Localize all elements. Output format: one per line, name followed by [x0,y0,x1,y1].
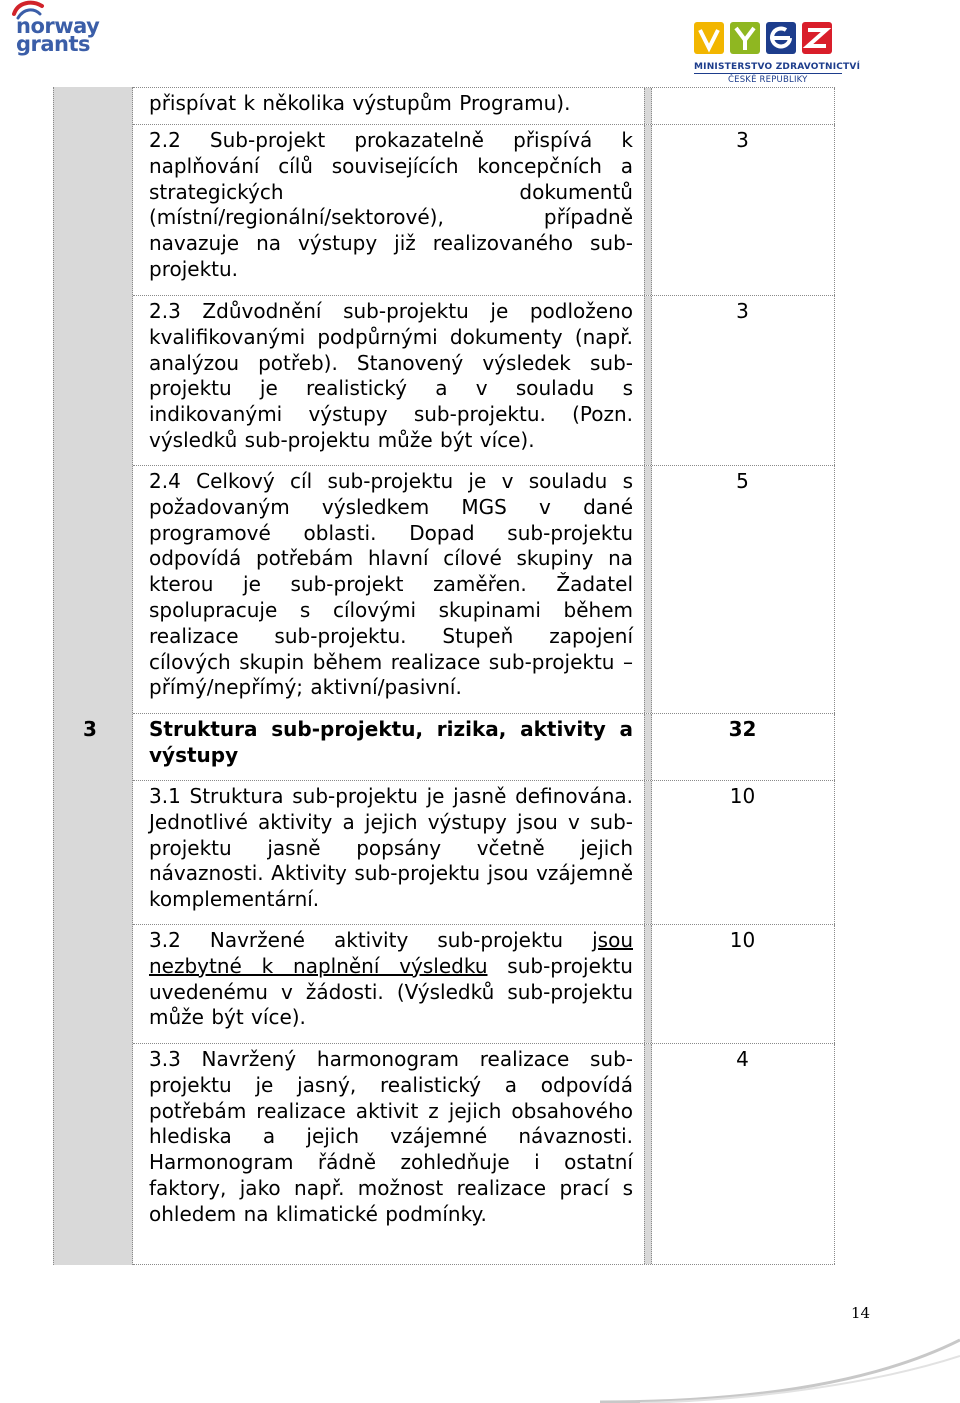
section-heading-row [133,713,835,780]
logo-red-tile-icon [802,22,832,54]
criterion-score: 4 [736,1047,749,1071]
logo-blue-tile-icon [766,22,796,54]
logo-word-norway: norway [16,14,100,38]
criterion-text-underlined: jsou nezbytné k naplnění výsledku [149,928,633,978]
criterion-text: přispívat k několika výstupům Programu). [149,91,571,115]
ministry-logo [692,20,861,88]
table-row [133,295,835,465]
table-row [133,924,835,1043]
logo-yellow-tile-icon [694,22,724,54]
criterion-score: 10 [729,784,756,808]
criterion-score: 5 [736,469,749,493]
section-number-column [53,87,133,1265]
criterion-text: 2.3 Zdůvodnění sub-projektu je podloženo kvalifikovanými podpůrnými dokumenty (např. analýzou potřeb). Stanovený výsledek sub-projektu je realistický a v souladu s indikovanými výstupy sub-projektu. (Pozn. výsledků sub-projektu může být více). [149,299,633,452]
criterion-text: 3.1 Struktura sub-projektu je jasně definována. Jednotlivé aktivity a jejich výstupy jsou v sub-projektu jasně popsány včetně jejich návaznosti. Aktivity sub-projektu jsou vzájemně komplementární. [149,784,633,912]
criterion-score: 3 [736,299,749,323]
section-score: 32 [728,717,757,741]
logo-green-tile-icon [730,22,760,54]
criterion-text-part: 3.2 Navržené aktivity sub-projektu [149,928,593,952]
footer-swoosh-decoration [600,1320,960,1403]
ministry-country: ČESKÉ REPUBLIKY [728,75,808,85]
criterion-text: 3.3 Navržený harmonogram realizace sub-projektu je jasný, realistický a odpovídá potřebám realizace aktivit z jejich obsahového hlediska a jejich vzájemné návaznosti. Harmonogram řádně zohledňuje i ostatní faktory, jako např. možnost realizace prací s ohledem na klimatické podmínky. [149,1047,633,1226]
table-row [133,780,835,924]
page-number: 14 [851,1304,871,1322]
section-heading: Struktura sub-projektu, rizika, aktivity a výstupy [149,717,633,767]
criterion-text [149,928,633,1031]
criterion-text-part: sub-projektu uvedenému v žádosti. (Výsledků sub-projektu může být více). [149,953,633,1030]
criterion-score: 10 [729,928,756,952]
criterion-score: 3 [736,128,749,152]
table-row [133,465,835,713]
norway-grants-logo [8,0,98,62]
criterion-text: 2.2 Sub-projekt prokazatelně přispívá k naplňování cílů souvisejících koncepčních a strategických dokumentů (místní/regionální/sektorové), případně navazuje na výstupy již realizovaného sub-projektu. [149,128,633,281]
evaluation-table [53,87,835,1265]
table-row [133,87,835,124]
logo-word-grants: grants [16,32,91,56]
criterion-text: 2.4 Celkový cíl sub-projektu je v souladu s požadovaným výsledkem MGS v dané programové oblasti. Dopad sub-projektu odpovídá potřebám hlavní cílové skupiny na kterou je sub-projekt zaměřen. Žadatel spolupracuje s cílovými skupinami během realizace sub-projektu. Stupeň zapojení cílových skupin během realizace sub-projektu – přímý/nepřímý; aktivní/pasivní. [149,469,633,700]
table-row [133,124,835,295]
ministry-name: MINISTERSTVO ZDRAVOTNICTVÍ [694,62,861,72]
table-row [133,1043,835,1265]
section-number: 3 [83,717,97,741]
logo-divider [694,73,842,74]
